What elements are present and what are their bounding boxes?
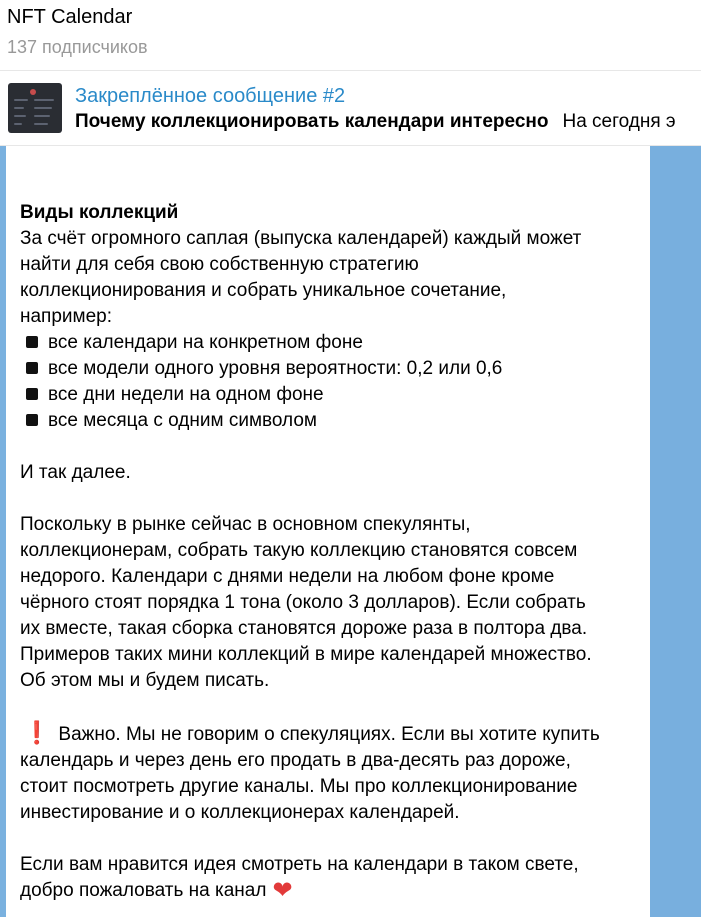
- paragraph-line: [20, 878, 644, 904]
- message-body: [20, 200, 644, 904]
- black-square-icon: [26, 414, 38, 426]
- black-square-icon: [26, 362, 38, 374]
- channel-header[interactable]: [0, 0, 701, 70]
- channel-title[interactable]: NFT Calendar: [7, 6, 133, 28]
- exclamation-icon: ❗: [23, 720, 51, 745]
- chat-background-right: [650, 146, 701, 917]
- paragraph-line: Примеров таких мини коллекций в мире календарей множество.: [20, 644, 592, 665]
- subscriber-count: 137 подписчиков: [7, 37, 148, 57]
- pinned-preview: На сегодня э: [562, 111, 676, 132]
- bullet-text: все месяца с одним символом: [48, 410, 317, 431]
- message-feed[interactable]: [0, 146, 701, 917]
- bullet-item: [20, 330, 644, 356]
- and-so-on-line: И так далее.: [20, 462, 131, 483]
- pinned-label: Закреплённое сообщение #2: [75, 85, 346, 107]
- chat-background-left: [0, 146, 6, 917]
- paragraph-line: календарь и через день его продать в два-десять раз дороже,: [20, 750, 571, 771]
- intro-line: коллекционирования и собрать уникальное сочетание,: [20, 280, 507, 301]
- intro-line: найти для себя свою собственную стратегию: [20, 254, 419, 275]
- message-heading: Виды коллекций: [20, 202, 179, 223]
- pinned-title: Почему коллекционировать календари интересно: [75, 111, 549, 132]
- bullet-text: все дни недели на одном фоне: [48, 384, 324, 405]
- paragraph-line: Об этом мы и будем писать.: [20, 670, 270, 691]
- pinned-text: [75, 109, 676, 135]
- paragraph-line: [20, 720, 644, 748]
- paragraph-line: стоит посмотреть другие каналы. Мы про коллекционирование: [20, 776, 578, 797]
- important-text: Важно. Мы не говорим о спекуляциях. Если вы хотите купить: [58, 724, 600, 745]
- bullet-item: [20, 356, 644, 382]
- paragraph-line: инвестирование и о коллекционерах календарей.: [20, 802, 460, 823]
- welcome-text: добро пожаловать на канал: [20, 880, 267, 901]
- heart-icon: ❤: [272, 877, 293, 904]
- intro-line: За счёт огромного саплая (выпуска календарей) каждый может: [20, 228, 582, 249]
- paragraph-line: коллекционерам, собрать такую коллекцию становятся совсем: [20, 540, 578, 561]
- paragraph-line: недорого. Календари с днями недели на любом фоне кроме: [20, 566, 555, 587]
- calendar-thumbnail-icon: [8, 83, 62, 133]
- intro-line: например:: [20, 306, 113, 327]
- paragraph-line: Поскольку в рынке сейчас в основном спекулянты,: [20, 514, 471, 535]
- bullet-text: все календари на конкретном фоне: [48, 332, 363, 353]
- paragraph-line: чёрного стоят порядка 1 тона (около 3 долларов). Если собрать: [20, 592, 586, 613]
- paragraph-line: Если вам нравится идея смотреть на календари в таком свете,: [20, 854, 579, 875]
- paragraph-line: их вместе, такая сборка становятся дороже раза в полтора два.: [20, 618, 588, 639]
- bullet-item: [20, 382, 644, 408]
- black-square-icon: [26, 336, 38, 348]
- bullet-text: все модели одного уровня вероятности: 0,2 или 0,6: [48, 358, 503, 379]
- bullet-item: [20, 408, 644, 434]
- pinned-message-bar[interactable]: [0, 70, 701, 146]
- black-square-icon: [26, 388, 38, 400]
